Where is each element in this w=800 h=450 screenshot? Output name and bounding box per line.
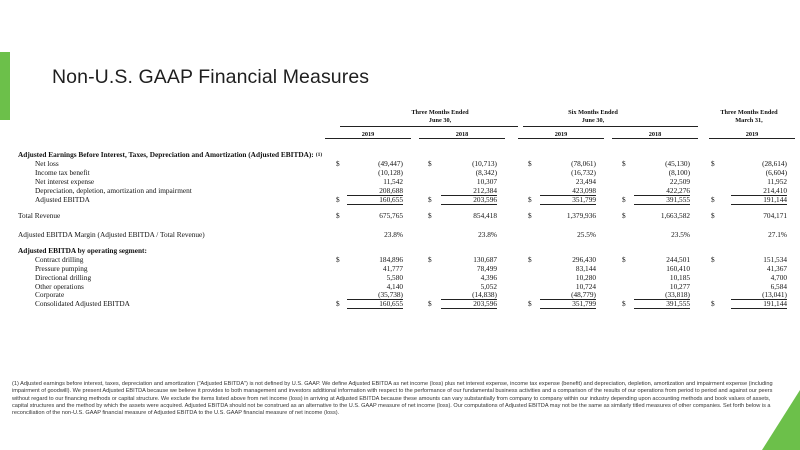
row-label: Corporate	[35, 290, 65, 299]
cell-value: (10,128)	[378, 168, 403, 177]
cell-value: (45,130)	[665, 159, 690, 168]
currency-symbol: $	[336, 211, 340, 220]
cell-value: (28,614)	[762, 159, 787, 168]
currency-symbol: $	[711, 211, 715, 220]
cell-value: 160,655	[347, 300, 403, 309]
currency-symbol: $	[428, 159, 432, 168]
cell-value: 23,494	[575, 177, 596, 186]
table-row	[18, 247, 788, 255]
cell-value: (48,779)	[540, 291, 596, 300]
currency-symbol: $	[622, 299, 626, 308]
cell-value: 854,418	[473, 211, 497, 220]
header-year: 2018	[419, 131, 505, 139]
table-row	[18, 300, 788, 308]
cell-value: 391,555	[634, 196, 690, 205]
header-group-line2: June 30,	[581, 117, 605, 124]
header-year: 2019	[709, 131, 795, 139]
cell-value: (8,342)	[475, 168, 497, 177]
cell-value: 130,687	[473, 255, 497, 264]
cell-value: 41,777	[382, 264, 403, 273]
cell-value: 6,584	[770, 282, 787, 291]
header-group-rule	[523, 126, 698, 127]
header-group-0	[380, 109, 500, 125]
cell-value: 391,555	[634, 300, 690, 309]
row-label: Depreciation, depletion, amortization and impairment	[35, 186, 192, 195]
table-row	[18, 212, 788, 220]
cell-value: 351,799	[540, 300, 596, 309]
header-group-rule	[340, 126, 518, 127]
cell-value: 184,896	[379, 255, 403, 264]
currency-symbol: $	[528, 195, 532, 204]
cell-value: (33,818)	[634, 291, 690, 300]
table-row	[18, 178, 788, 186]
cell-value: (78,061)	[571, 159, 596, 168]
cell-value: 704,171	[763, 211, 787, 220]
cell-value: (16,732)	[571, 168, 596, 177]
currency-symbol: $	[622, 255, 626, 264]
cell-value: 5,052	[480, 282, 497, 291]
currency-symbol: $	[528, 211, 532, 220]
currency-symbol: $	[711, 255, 715, 264]
cell-value: 203,596	[441, 300, 497, 309]
header-year: 2019	[325, 131, 411, 139]
row-label: Adjusted EBITDA Margin (Adjusted EBITDA / Total Revenue)	[18, 230, 205, 239]
row-label: Directional drilling	[35, 273, 92, 282]
currency-symbol: $	[528, 299, 532, 308]
header-group-1	[533, 109, 653, 125]
row-label: Pressure pumping	[35, 264, 88, 273]
currency-symbol: $	[622, 195, 626, 204]
cell-value: 151,534	[763, 255, 787, 264]
cell-value: 675,765	[379, 211, 403, 220]
cell-value: 10,724	[575, 282, 596, 291]
currency-symbol: $	[622, 211, 626, 220]
currency-symbol: $	[428, 211, 432, 220]
cell-value: 10,307	[476, 177, 497, 186]
row-label: Net loss	[35, 159, 59, 168]
cell-value: 11,952	[767, 177, 787, 186]
footnote-ref: (1)	[315, 152, 323, 158]
row-label: Net interest expense	[35, 177, 95, 186]
cell-value: 422,276	[634, 187, 690, 196]
cell-value: (8,100)	[668, 168, 690, 177]
cell-value: (13,041)	[731, 291, 787, 300]
header-group-line1: Three Months Ended	[720, 109, 778, 116]
table-row	[18, 160, 788, 168]
header-group-line1: Six Months Ended	[568, 109, 618, 116]
header-group-line2: June 30,	[428, 117, 452, 124]
cell-value: 4,140	[386, 282, 403, 291]
cell-value: 41,367	[766, 264, 787, 273]
cell-value: (14,838)	[441, 291, 497, 300]
cell-value: 423,098	[540, 187, 596, 196]
cell-value: 208,688	[347, 187, 403, 196]
header-group-line1: Three Months Ended	[411, 109, 469, 116]
cell-value: 4,700	[770, 273, 787, 282]
page-title: Non-U.S. GAAP Financial Measures	[52, 66, 370, 88]
cell-value: 5,580	[386, 273, 403, 282]
currency-symbol: $	[428, 299, 432, 308]
currency-symbol: $	[528, 255, 532, 264]
row-label: Adjusted EBITDA by operating segment:	[18, 246, 147, 255]
table-row	[18, 274, 788, 282]
currency-symbol: $	[711, 159, 715, 168]
row-label: Income tax benefit	[35, 168, 90, 177]
header-year: 2019	[518, 131, 604, 139]
cell-value: (6,604)	[765, 168, 787, 177]
cell-value: 22,509	[669, 177, 690, 186]
cell-value: 1,663,582	[660, 211, 690, 220]
table-row	[18, 231, 788, 239]
cell-value: (49,447)	[378, 159, 403, 168]
row-label: Contract drilling	[35, 255, 84, 264]
row-label: Consolidated Adjusted EBITDA	[35, 299, 130, 308]
cell-value: 212,384	[441, 187, 497, 196]
cell-value: 10,277	[669, 282, 690, 291]
cell-value: 10,185	[669, 273, 690, 282]
table-row	[18, 187, 788, 195]
cell-value: 160,655	[347, 196, 403, 205]
row-label: Total Revenue	[18, 211, 61, 220]
row-label: Adjusted EBITDA	[35, 195, 90, 204]
cell-value: (10,713)	[472, 159, 497, 168]
accent-bar	[0, 52, 10, 120]
table-row	[18, 151, 788, 159]
cell-value: (35,738)	[347, 291, 403, 300]
cell-value: 191,144	[731, 300, 787, 309]
cell-value: 11,542	[383, 177, 403, 186]
footnote: (1) Adjusted earnings before interest, taxes, depreciation and amortization ("Adjusted EBITDA") is not defined by U.S. GAAP. We define Adjusted EBITDA as net income (loss) plus net interest expense, income tax expense (benefit) and depreciation, depletion, amortization and impairment expense (including impairment of goodwill). We present Adjusted EBITDA because we believe it provides to both management and investors additional information with respect to the performance of our fundamental business activities and a comparison of the results of our operations from period to period and against our peers without regard to our financing methods or capital structure. We exclude the items listed above from net income (loss) in arriving at Adjusted EBITDA because these amounts can vary substantially from company to company within our industry depending upon accounting methods and book values of assets, capital structures and the method by which the assets were acquired. Adjusted EBITDA should not be construed as an alternative to the U.S. GAAP measure of net income (loss). Our computations of Adjusted EBITDA may not be the same as similarly titled measures of other companies. Set forth below is a reconciliation of the non-U.S. GAAP financial measure of Adjusted EBITDA to the U.S. GAAP financial measure of net income (loss).	[12, 381, 773, 417]
currency-symbol: $	[428, 255, 432, 264]
cell-value: 244,501	[666, 255, 690, 264]
cell-value: 296,430	[572, 255, 596, 264]
currency-symbol: $	[428, 195, 432, 204]
table-row	[18, 265, 788, 273]
table-row	[18, 291, 788, 299]
cell-value: 23.8%	[384, 230, 403, 239]
currency-symbol: $	[528, 159, 532, 168]
cell-value: 83,144	[575, 264, 596, 273]
cell-value: 27.1%	[768, 230, 787, 239]
header-year: 2018	[612, 131, 698, 139]
currency-symbol: $	[336, 195, 340, 204]
cell-value: 10,280	[575, 273, 596, 282]
currency-symbol: $	[336, 255, 340, 264]
row-label: Adjusted Earnings Before Interest, Taxes, Depreciation and Amortization (Adjusted EBITDA): $^{(1)}$	[18, 150, 323, 159]
cell-value: 1,379,936	[566, 211, 596, 220]
currency-symbol: $	[336, 159, 340, 168]
currency-symbol: $	[622, 159, 626, 168]
table-row	[18, 196, 788, 204]
cell-value: 160,410	[666, 264, 690, 273]
cell-value: 203,596	[441, 196, 497, 205]
cell-value: 23.8%	[478, 230, 497, 239]
cell-value: 214,410	[731, 187, 787, 196]
header-group-2	[689, 109, 800, 125]
header-group-line2: March 31,	[735, 117, 763, 124]
cell-value: 78,499	[476, 264, 497, 273]
currency-symbol: $	[336, 299, 340, 308]
table-row	[18, 169, 788, 177]
currency-symbol: $	[711, 299, 715, 308]
cell-value: 23.5%	[671, 230, 690, 239]
row-label: Other operations	[35, 282, 84, 291]
cell-value: 351,799	[540, 196, 596, 205]
table-row	[18, 256, 788, 264]
cell-value: 25.5%	[577, 230, 596, 239]
cell-value: 4,396	[480, 273, 497, 282]
cell-value: 191,144	[731, 196, 787, 205]
currency-symbol: $	[711, 195, 715, 204]
